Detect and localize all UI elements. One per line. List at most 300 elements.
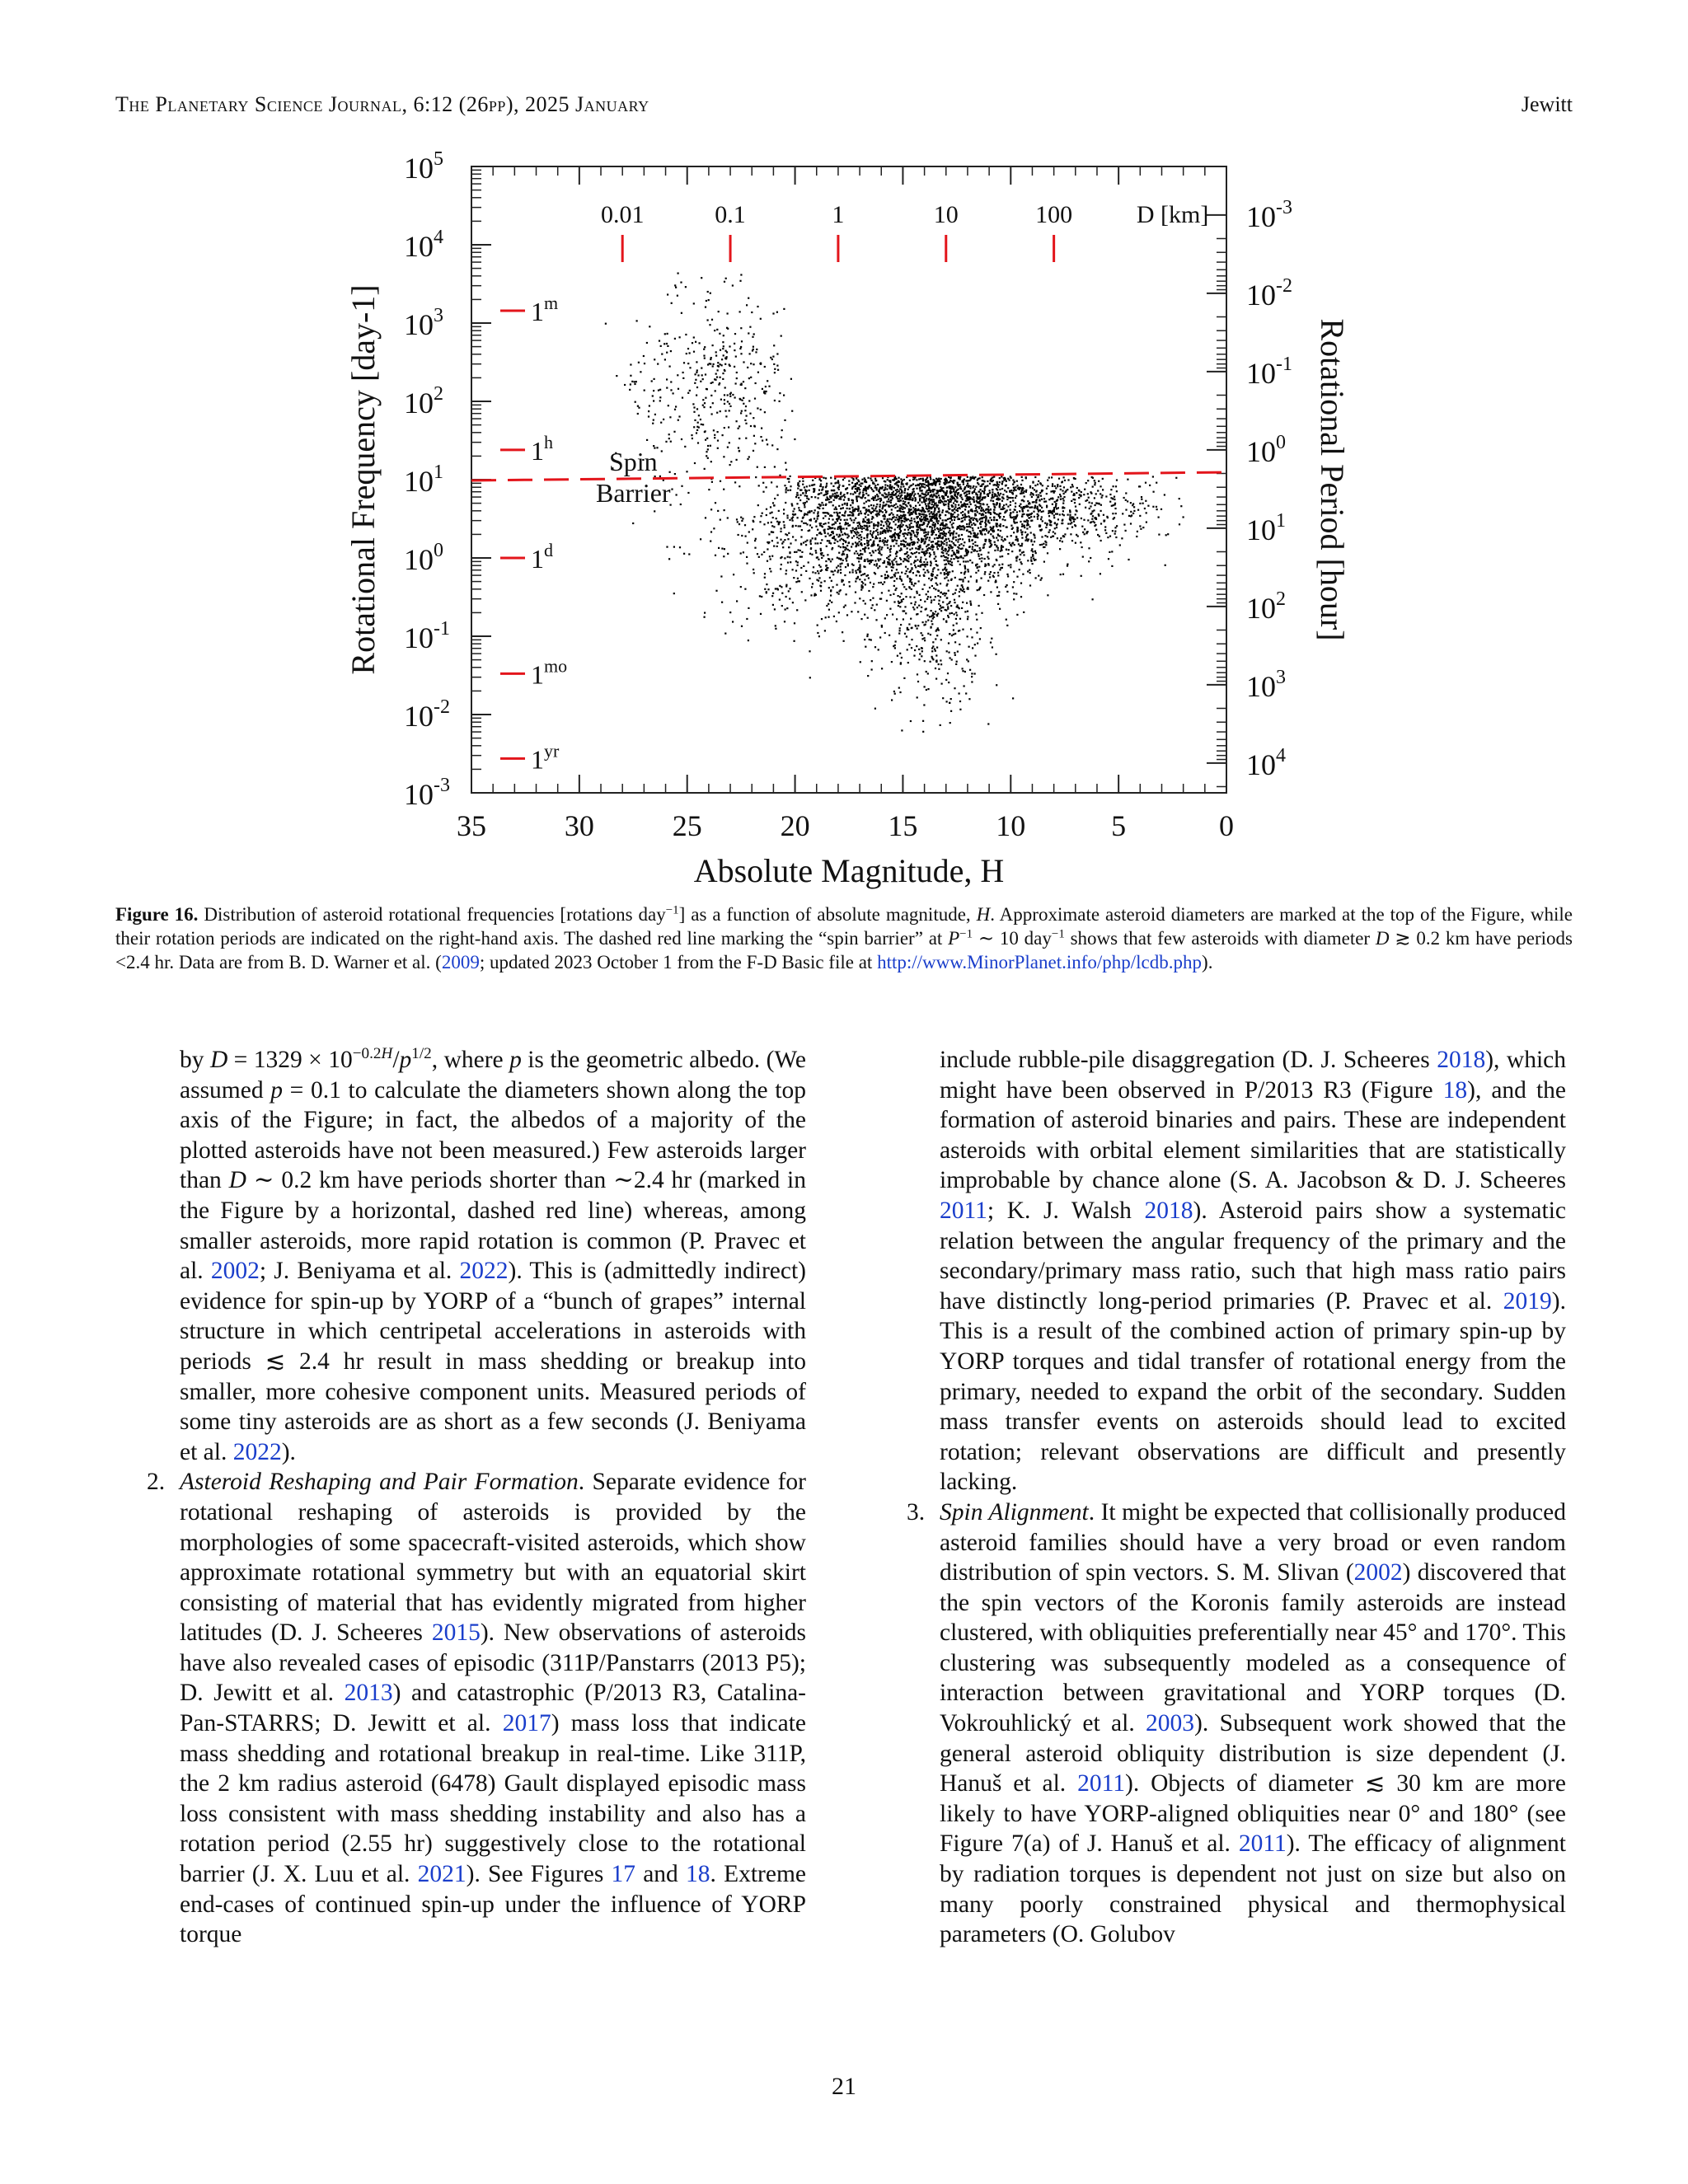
data-point	[659, 400, 661, 401]
data-point	[944, 572, 945, 574]
data-point	[914, 552, 916, 554]
data-point	[896, 578, 898, 579]
data-point	[880, 598, 882, 600]
data-point	[1062, 541, 1063, 542]
data-point	[917, 673, 918, 675]
data-point	[964, 509, 966, 510]
data-point	[969, 498, 971, 499]
caption-text: ).	[1202, 952, 1213, 972]
data-point	[972, 510, 973, 512]
data-point	[962, 499, 964, 500]
data-point	[841, 495, 842, 497]
data-point	[962, 511, 964, 513]
data-point	[961, 506, 963, 508]
data-point	[940, 518, 941, 519]
data-point	[987, 510, 989, 512]
data-point	[938, 480, 940, 482]
data-point	[811, 485, 813, 486]
data-point	[945, 538, 947, 540]
data-point	[893, 516, 895, 518]
data-point	[1092, 515, 1094, 517]
data-point	[725, 278, 727, 279]
data-point	[875, 565, 877, 567]
data-point	[1103, 514, 1104, 516]
data-point	[990, 642, 992, 644]
data-point	[894, 483, 896, 485]
data-point	[761, 554, 762, 555]
data-point	[1001, 483, 1003, 485]
data-point	[828, 616, 829, 618]
data-point	[926, 477, 928, 479]
data-point	[773, 504, 775, 506]
data-point	[695, 379, 696, 381]
data-point	[721, 602, 723, 603]
data-point	[829, 527, 831, 529]
data-point	[954, 641, 956, 643]
caption-var: D	[1375, 928, 1390, 949]
data-point	[824, 515, 826, 517]
data-point	[674, 284, 676, 286]
data-point	[974, 541, 976, 543]
data-point	[931, 529, 933, 531]
data-point	[946, 492, 948, 494]
data-point	[989, 576, 991, 578]
data-point	[921, 513, 923, 515]
data-point	[720, 377, 721, 378]
citation-link[interactable]: 2022	[232, 1438, 282, 1465]
data-point	[1156, 482, 1157, 484]
data-point	[931, 519, 932, 521]
data-point	[976, 509, 978, 511]
data-point	[992, 646, 993, 648]
data-point	[858, 508, 860, 509]
data-point	[862, 548, 864, 550]
data-point	[829, 577, 831, 579]
data-point	[973, 501, 975, 503]
data-point	[759, 363, 761, 364]
citation-link[interactable]: 2021	[417, 1861, 467, 1888]
data-point	[948, 579, 950, 581]
data-point	[767, 443, 768, 445]
data-point	[729, 405, 731, 407]
data-point	[1021, 523, 1023, 525]
data-point	[871, 535, 873, 537]
data-point	[745, 423, 747, 424]
data-point	[806, 501, 808, 503]
citation-link[interactable]: 2002	[1353, 1559, 1403, 1586]
data-point	[1175, 477, 1177, 479]
data-point	[914, 521, 916, 523]
data-point	[924, 501, 926, 503]
data-point	[1051, 476, 1053, 478]
citation-link[interactable]: 2002	[210, 1258, 260, 1285]
data-point	[843, 640, 845, 642]
data-point	[926, 569, 928, 571]
data-point	[972, 476, 973, 478]
data-point	[809, 510, 810, 512]
data-point	[812, 537, 814, 539]
data-point	[667, 345, 668, 347]
data-point	[796, 492, 798, 494]
data-point	[992, 536, 994, 537]
data-point	[1015, 537, 1017, 538]
data-point	[900, 530, 902, 532]
data-point	[818, 497, 819, 499]
data-point	[866, 534, 868, 536]
data-point	[904, 573, 906, 574]
data-point	[652, 423, 654, 424]
citation-link[interactable]: 2013	[344, 1680, 393, 1707]
data-point	[933, 499, 935, 500]
data-point	[934, 481, 935, 483]
data-point	[707, 319, 709, 321]
citation-link[interactable]: 2022	[459, 1258, 509, 1285]
data-point	[926, 561, 928, 563]
data-point	[900, 499, 902, 501]
data-point	[966, 658, 968, 660]
data-point	[913, 597, 915, 598]
data-point	[971, 681, 973, 682]
data-point	[876, 563, 878, 565]
data-point	[867, 634, 869, 635]
data-point	[876, 494, 878, 495]
data-point	[918, 478, 920, 480]
data-point	[880, 582, 882, 583]
data-point	[846, 523, 847, 525]
data-point	[932, 541, 934, 542]
data-point	[812, 571, 814, 573]
data-point	[1012, 497, 1014, 499]
data-point	[957, 494, 959, 495]
data-point	[843, 499, 845, 501]
data-point	[990, 499, 992, 501]
data-point	[1085, 482, 1087, 484]
data-point	[1006, 504, 1007, 505]
data-point	[996, 485, 997, 486]
data-point	[1039, 482, 1041, 484]
data-point	[891, 699, 893, 701]
data-point	[907, 534, 908, 536]
data-point	[888, 555, 889, 557]
data-point	[833, 537, 835, 539]
data-point	[743, 397, 744, 399]
paragraph: by $D = 1329 \times 10^{-0.2H}/p^{1/2}$, where p is the geometric albedo. (We assumed p = 0.1 to calculate the diameters shown along the top axis of the Figure; in fact, the albedos of a majority of the plotted asteroids have not been measured.) Few asteroids larger than D ∼ 0.2 km have periods shorter than ∼2.4 hr (marked in the Figure by a horizontal, dashed red line) whereas, among smaller asteroids, more rapid rotation is common (P. Pravec et al. 2002; J. Beniyama et al. 2022). This is (admittedly indirect) evidence for spin-up by YORP of a “bunch of grapes” internal structure in which centripetal accelerations in asteroids with periods ≲ 2.4 hr result in mass shedding or breakup into smaller, more cohesive component units. Measured periods of some tiny asteroids are as short as a few seconds (J. Beniyama et al. 2022).	[180, 1045, 807, 1465]
data-point	[762, 513, 763, 514]
data-point	[721, 359, 723, 360]
data-point	[847, 565, 849, 566]
data-point	[999, 499, 1001, 500]
data-point	[876, 529, 878, 531]
data-point	[924, 660, 926, 662]
data-point	[921, 490, 922, 492]
data-point	[1021, 480, 1023, 481]
data-point	[1013, 570, 1015, 572]
data-point	[975, 613, 977, 615]
data-point	[770, 357, 771, 359]
data-point	[804, 599, 806, 601]
citation-link[interactable]: 2018	[1437, 1047, 1486, 1073]
data-point	[852, 478, 854, 480]
data-point	[733, 574, 734, 575]
data-point	[887, 547, 889, 549]
data-point	[777, 494, 779, 496]
data-point	[915, 625, 917, 626]
data-point	[850, 504, 851, 506]
data-point	[678, 415, 680, 417]
data-point	[997, 572, 999, 574]
data-point	[873, 583, 874, 585]
data-point	[784, 485, 785, 486]
data-point	[840, 499, 842, 500]
data-point	[920, 518, 921, 520]
data-point	[954, 602, 955, 603]
data-point	[1010, 501, 1011, 503]
data-point	[849, 514, 851, 516]
data-point	[944, 556, 945, 558]
data-point	[801, 529, 803, 531]
data-point	[865, 493, 867, 494]
data-point	[960, 543, 962, 545]
data-point	[961, 534, 963, 536]
data-point	[1099, 536, 1100, 537]
data-point	[921, 607, 922, 608]
data-point	[798, 497, 799, 499]
data-point	[722, 341, 724, 343]
data-point	[823, 555, 824, 556]
data-point	[903, 677, 905, 679]
data-point	[919, 546, 921, 548]
data-point	[1037, 506, 1039, 508]
data-point	[1002, 540, 1004, 541]
data-point	[1063, 496, 1065, 498]
data-point	[797, 494, 799, 496]
data-point	[1114, 499, 1115, 500]
data-point	[818, 573, 819, 574]
spin-barrier-label: Barrier	[595, 478, 671, 508]
data-point	[771, 555, 773, 557]
citation-link[interactable]: 2009	[441, 952, 480, 972]
data-point	[874, 609, 875, 611]
data-point	[976, 619, 978, 621]
data-point	[1145, 482, 1146, 484]
period-label: 1$^d$	[531, 540, 553, 574]
data-point	[792, 536, 794, 537]
citation-link[interactable]: 2018	[1144, 1197, 1193, 1224]
data-point	[947, 496, 949, 498]
data-point	[945, 563, 947, 565]
data-point	[864, 537, 865, 539]
data-point	[855, 492, 856, 494]
data-point	[828, 559, 830, 560]
data-point	[732, 621, 734, 622]
citation-link[interactable]: 2003	[1146, 1710, 1195, 1737]
data-point	[786, 534, 788, 536]
data-point	[911, 526, 912, 527]
data-point	[884, 487, 886, 489]
data-point	[829, 600, 831, 602]
data-point	[878, 513, 879, 514]
data-point	[813, 512, 814, 513]
data-point	[870, 607, 872, 609]
data-point	[776, 588, 778, 589]
data-point	[744, 588, 746, 590]
data-point	[935, 478, 937, 480]
data-point	[907, 489, 909, 490]
citation-link[interactable]: 2011	[1238, 1830, 1287, 1858]
data-point	[751, 312, 753, 313]
data-point	[806, 485, 808, 487]
data-point	[914, 583, 916, 584]
data-point	[893, 521, 894, 523]
data-point	[1010, 525, 1012, 527]
data-point	[1013, 581, 1015, 583]
data-point	[904, 532, 906, 534]
data-point	[669, 366, 671, 368]
data-point	[670, 441, 672, 443]
citation-link[interactable]: 2011	[1077, 1770, 1125, 1797]
data-point	[828, 501, 830, 503]
data-point	[950, 532, 951, 534]
data-point	[919, 490, 921, 491]
data-point	[941, 546, 943, 548]
data-point	[806, 495, 808, 497]
data-point	[867, 675, 869, 677]
data-point	[979, 496, 981, 498]
data-point	[909, 526, 911, 527]
data-point	[992, 491, 993, 493]
data-point	[983, 493, 985, 494]
data-point	[856, 553, 858, 555]
list-item-3: 3. Spin Alignment. It might be expected that collisionally produced asteroid families should have a very broad or even random distribution of spin vectors. S. M. Slivan (2002) discovered that the spin vectors of the Koronis family asteroids are instead clustered, with obliquities preferentially near 45° and 170°. This clustering was subsequently modeled as a consequence of interaction between gravitational and YORP torques (D. Vokrouhlický et al. 2003). Subsequent work showed that the general asteroid obliquity distribution is size dependent (J. Hanuš et al. 2011). Objects of diameter ≲ 30 km are more likely to have YORP-aligned obliquities near 0° and 180° (see Figure 7(a) of J. Hanuš et al. 2011). The efficacy of alignment by radiation torques is dependent not just on size but also on many poorly constrained physical and thermophysical parameters (O. Golubov	[907, 1498, 1567, 1948]
data-point	[689, 390, 691, 391]
data-point	[907, 495, 908, 497]
data-point	[802, 480, 804, 482]
data-point	[712, 365, 714, 367]
data-point	[926, 537, 928, 538]
data-point	[828, 532, 829, 534]
data-point	[1031, 496, 1033, 498]
data-point	[1042, 520, 1043, 522]
figure-link[interactable]: 17	[611, 1861, 636, 1888]
data-point	[814, 518, 815, 519]
data-point	[1057, 485, 1058, 487]
data-point	[903, 560, 904, 562]
data-point	[852, 509, 854, 511]
data-point	[910, 485, 912, 486]
data-point	[894, 507, 896, 509]
data-point	[1037, 518, 1039, 520]
data-point	[993, 576, 995, 578]
data-point	[1096, 503, 1098, 504]
data-point	[1088, 560, 1090, 562]
citation-link[interactable]: 2019	[1503, 1287, 1552, 1315]
data-point	[817, 513, 818, 514]
data-point	[878, 548, 879, 550]
citation-link[interactable]: 2015	[431, 1619, 481, 1647]
data-point	[1020, 490, 1022, 492]
data-point	[834, 522, 836, 523]
data-point	[798, 507, 799, 509]
data-point	[1010, 514, 1011, 516]
data-point	[996, 595, 998, 597]
data-point	[1108, 558, 1109, 560]
data-point	[997, 603, 999, 605]
data-point	[724, 410, 726, 412]
data-point	[1002, 506, 1004, 508]
data-point	[898, 605, 899, 607]
x-tick-label: 35	[457, 809, 486, 842]
data-point	[699, 342, 701, 344]
data-point	[996, 537, 997, 539]
data-point	[902, 543, 903, 545]
data-point	[757, 372, 759, 373]
data-point	[985, 526, 987, 527]
data-point	[812, 480, 814, 481]
data-point	[955, 537, 957, 538]
data-point	[1050, 490, 1052, 492]
data-point	[949, 633, 950, 635]
citation-link[interactable]: 2011	[940, 1197, 987, 1224]
data-point	[870, 539, 871, 541]
data-point	[997, 549, 999, 551]
data-point	[951, 579, 953, 580]
data-point	[713, 429, 715, 431]
data-point	[951, 505, 953, 507]
data-point	[794, 622, 795, 624]
data-point	[784, 527, 785, 528]
data-point	[931, 541, 932, 543]
data-point	[1010, 513, 1011, 514]
data-point	[989, 546, 991, 548]
data-point	[979, 547, 981, 549]
data-point	[957, 482, 959, 484]
figure-link[interactable]: 18	[1442, 1076, 1468, 1104]
data-point	[882, 562, 884, 564]
data-point	[817, 625, 818, 626]
data-point	[634, 383, 635, 385]
figure-link[interactable]: 18	[686, 1861, 710, 1888]
citation-link[interactable]: 2017	[502, 1710, 551, 1737]
data-point	[970, 504, 972, 505]
data-point	[962, 629, 964, 630]
data-point	[1090, 505, 1091, 507]
data-point	[953, 489, 954, 490]
data-point	[833, 523, 835, 525]
data-point	[846, 488, 847, 490]
data-point	[959, 486, 961, 488]
data-point	[844, 503, 846, 504]
data-point	[877, 495, 879, 497]
data-point	[1132, 503, 1134, 504]
data-point	[852, 494, 854, 495]
data-point	[1043, 546, 1044, 548]
data-point	[942, 607, 944, 608]
data-point	[1114, 533, 1116, 535]
data-point	[856, 500, 858, 502]
data-point	[771, 522, 772, 523]
data-point	[776, 546, 778, 547]
data-point	[976, 534, 978, 536]
data-point	[680, 282, 682, 284]
lcdb-url-link[interactable]: http://www.MinorPlanet.info/php/lcdb.php	[877, 952, 1203, 972]
data-point	[894, 519, 896, 521]
data-point	[931, 507, 933, 509]
data-point	[906, 570, 907, 572]
data-point	[940, 583, 941, 584]
data-point	[916, 522, 917, 523]
data-point	[964, 571, 966, 573]
data-point	[1127, 500, 1128, 502]
